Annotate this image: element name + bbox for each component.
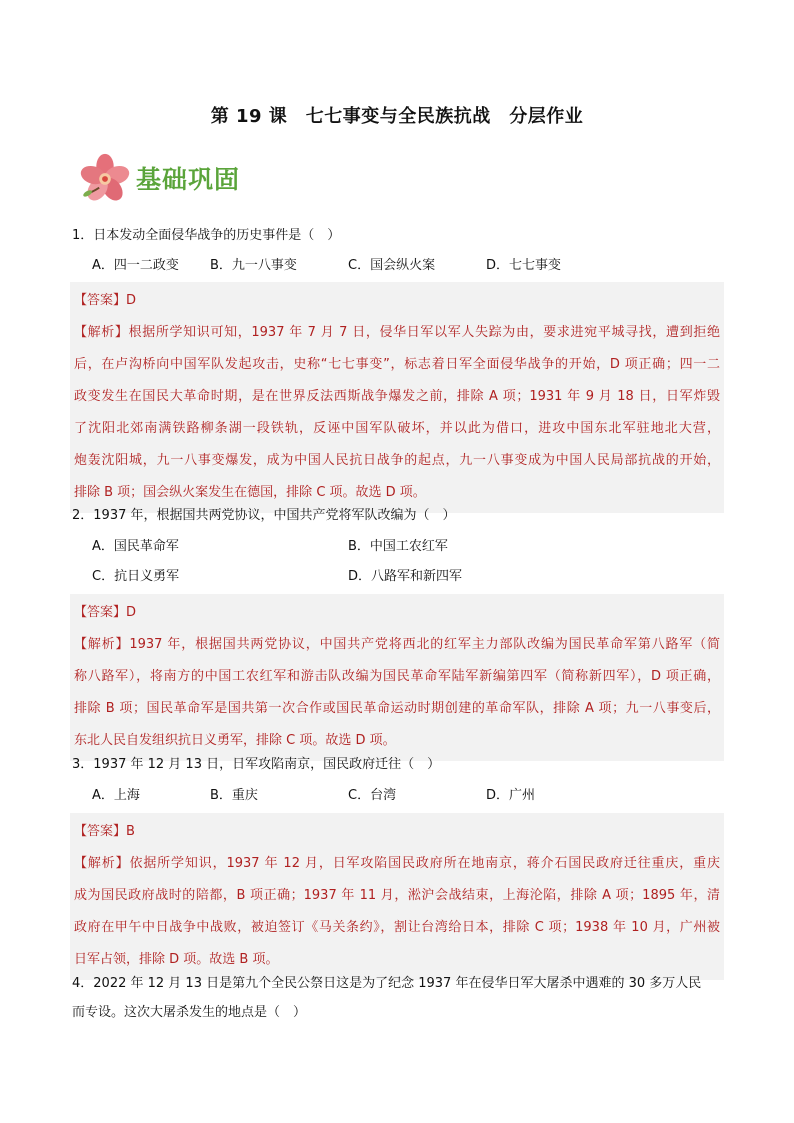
q2-answer: 【答案】D bbox=[74, 605, 137, 620]
question-1-answer-box bbox=[70, 282, 724, 513]
q3-analysis-line: 政府在甲午中日战争中战败，被迫签订《马关条约》，割让台湾给日本，排除 C 项；1938 年 10 月，广州被 bbox=[74, 920, 720, 935]
q1-option-c: C．国会纵火案 bbox=[348, 258, 436, 273]
question-3-answer-box bbox=[70, 813, 724, 980]
q1-option-d: D．七七事变 bbox=[486, 258, 562, 273]
q1-option-b: B．九一八事变 bbox=[210, 258, 297, 273]
q4-stem-line: 4．2022 年 12 月 13 日是第九个全民公祭日这是为了纪念 1937 年在侵华日军大屠杀中遇难的 30 多万人民 bbox=[72, 976, 702, 991]
q3-answer: 【答案】B bbox=[74, 824, 135, 839]
q4-stem-line: 而专设。这次大屠杀发生的地点是（ ） bbox=[72, 1005, 307, 1020]
q1-analysis-line: 【解析】根据所学知识可知，1937 年 7 月 7 日，侵华日军以军人失踪为由，要求进宛平城寻找，遭到拒绝 bbox=[74, 325, 720, 340]
q3-option-c: C．台湾 bbox=[348, 788, 397, 803]
flower-icon bbox=[76, 149, 134, 207]
q1-answer: 【答案】D bbox=[74, 293, 137, 308]
q2-option-a: A．国民革命军 bbox=[92, 539, 179, 554]
q2-analysis-line: 排除 B 项；国民革命军是国共第一次合作或国民革命运动时期创建的革命军队，排除 A 项；九一八事变后， bbox=[74, 701, 720, 716]
q1-analysis-line: 政变发生在国民大革命时期，是在世界反法西斯战争爆发之前，排除 A 项；1931 年 9 月 18 日，日军炸毁 bbox=[74, 389, 720, 404]
q2-analysis-line: 称八路军），将南方的中国工农红军和游击队改编为国民革命军陆军新编第四军（简称新四军），D 项正确， bbox=[74, 669, 720, 684]
q2-analysis-line: 东北人民自发组织抗日义勇军，排除 C 项。故选 D 项。 bbox=[74, 733, 396, 748]
q1-option-a: A．四一二政变 bbox=[92, 258, 179, 273]
q3-analysis-line: 成为国民政府战时的陪都，B 项正确；1937 年 11 月，淞沪会战结束，上海沦陷，排除 A 项；1895 年，清 bbox=[74, 888, 720, 903]
q1-analysis-line: 了沈阳北郊南满铁路柳条湖一段铁轨，反诬中国军队破坏，并以此为借口，进攻中国东北军驻地北大营， bbox=[74, 421, 720, 436]
question-3-stem: 3．1937 年 12 月 13 日，日军攻陷南京，国民政府迁往（ ） bbox=[72, 757, 441, 772]
question-4-stem bbox=[72, 974, 732, 1023]
q2-option-d: D．八路军和新四军 bbox=[348, 569, 463, 584]
q2-analysis-line: 【解析】1937 年，根据国共两党协议，中国共产党将西北的红军主力部队改编为国民革命军第八路军（简 bbox=[74, 637, 720, 652]
q3-analysis-line: 日军占领，排除 D 项。故选 B 项。 bbox=[74, 952, 279, 967]
section-title: 基础巩固 bbox=[136, 165, 241, 194]
q1-analysis-line: 炮轰沈阳城，九一八事变爆发，成为中国人民抗日战争的起点，九一八事变成为中国人民局部抗战的开始， bbox=[74, 453, 720, 468]
q1-analysis-line: 排除 B 项；国会纵火案发生在德国，排除 C 项。故选 D 项。 bbox=[74, 485, 426, 500]
section-header bbox=[76, 150, 240, 206]
q3-option-d: D．广州 bbox=[486, 788, 536, 803]
q3-option-b: B．重庆 bbox=[210, 788, 258, 803]
question-1-stem: 1．日本发动全面侵华战争的历史事件是（ ） bbox=[72, 228, 341, 243]
q1-analysis-line: 后，在卢沟桥向中国军队发起攻击，史称“七七事变”，标志着日军全面侵华战争的开始，D 项正确；四一二 bbox=[74, 357, 720, 372]
q2-option-b: B．中国工农红军 bbox=[348, 539, 448, 554]
q3-option-a: A．上海 bbox=[92, 788, 140, 803]
q3-analysis-line: 【解析】依据所学知识，1937 年 12 月，日军攻陷国民政府所在地南京，蒋介石国民政府迁往重庆，重庆 bbox=[74, 856, 720, 871]
question-2-answer-box bbox=[70, 594, 724, 761]
q2-option-c: C．抗日义勇军 bbox=[92, 569, 180, 584]
question-2-stem: 2．1937 年，根据国共两党协议，中国共产党将军队改编为（ ） bbox=[72, 508, 456, 523]
page-title: 第 19 课 七七事变与全民族抗战 分层作业 bbox=[210, 106, 584, 127]
